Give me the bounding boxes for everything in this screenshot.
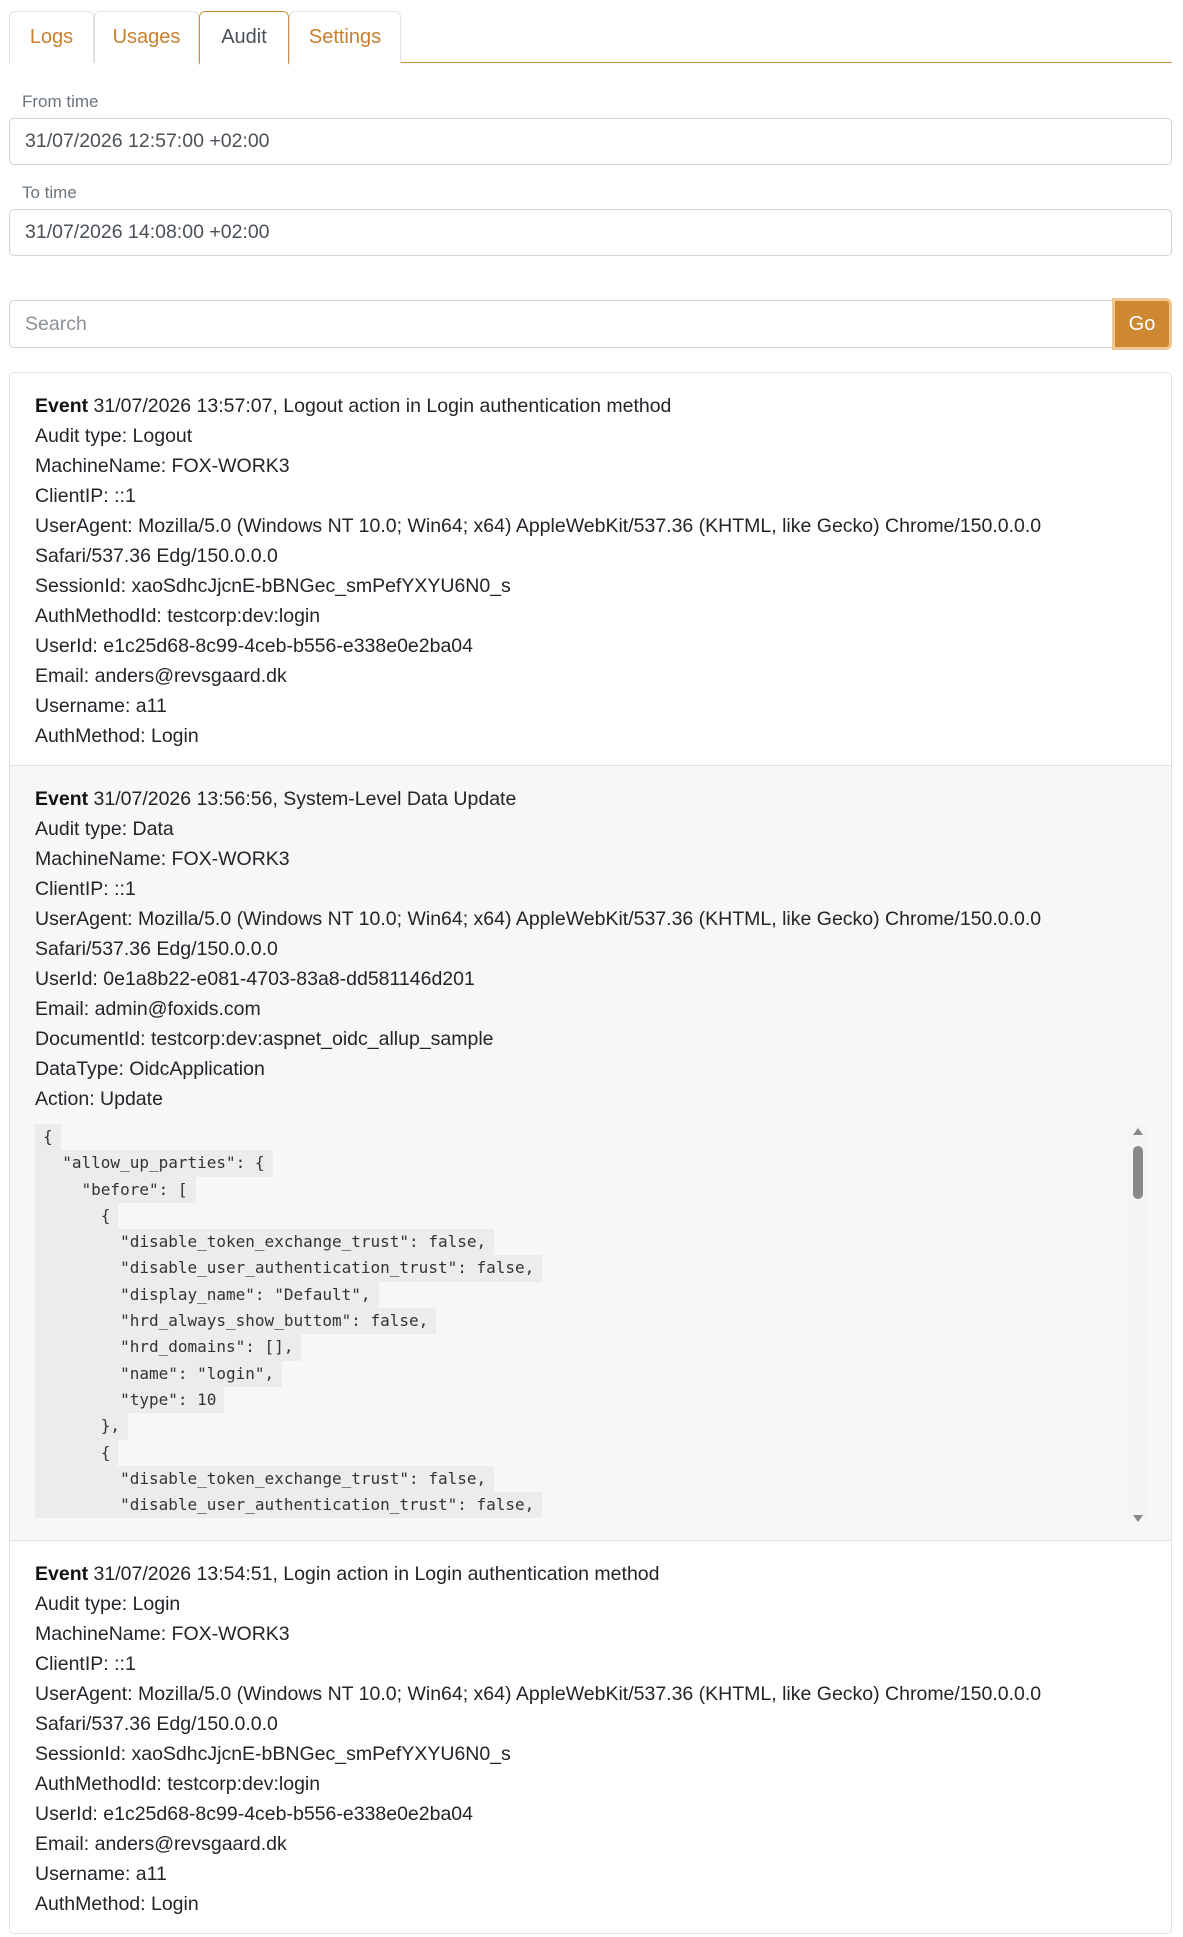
event-detail: Safari/537.36 Edg/150.0.0.0 <box>35 938 278 960</box>
scroll-down-arrow-icon[interactable] <box>1133 1515 1143 1522</box>
code-line: "disable_user_authentication_trust": false, <box>35 1255 542 1281</box>
event-title-text: 31/07/2026 13:54:51, Login action in Login authentication method <box>88 1563 660 1585</box>
event-detail: DocumentId: testcorp:dev:aspnet_oidc_allup_sample <box>35 1028 494 1050</box>
tab-usages[interactable]: Usages <box>94 11 199 63</box>
code-line: "name": "login", <box>35 1361 282 1387</box>
event-detail: MachineName: FOX-WORK3 <box>35 1623 290 1645</box>
event-detail: Email: admin@foxids.com <box>35 998 261 1020</box>
audit-event-item[interactable] <box>10 373 1171 766</box>
event-detail: Safari/537.36 Edg/150.0.0.0 <box>35 545 278 567</box>
event-title <box>35 1559 1146 1589</box>
event-title <box>35 391 1146 421</box>
event-detail: UserId: e1c25d68-8c99-4ceb-b556-e338e0e2ba04 <box>35 635 473 657</box>
go-button[interactable]: Go <box>1112 298 1172 350</box>
tab-settings[interactable]: Settings <box>289 11 401 63</box>
event-title-text: 31/07/2026 13:57:07, Logout action in Login authentication method <box>88 395 672 417</box>
event-detail: Username: a11 <box>35 1863 167 1885</box>
event-label: Event <box>35 788 89 810</box>
code-line: }, <box>35 1413 128 1439</box>
event-detail: Action: Update <box>35 1088 163 1110</box>
from-time-label: From time <box>22 92 99 111</box>
event-detail: AuthMethodId: testcorp:dev:login <box>35 605 321 627</box>
event-label: Event <box>35 1563 89 1585</box>
event-detail: AuthMethod: Login <box>35 725 199 747</box>
event-detail: AuthMethod: Login <box>35 1893 199 1915</box>
event-detail: MachineName: FOX-WORK3 <box>35 848 290 870</box>
json-code-block <box>35 1124 1121 1518</box>
to-time-input[interactable]: 31/07/2026 14:08:00 +02:00 <box>9 209 1172 256</box>
event-detail: Audit type: Login <box>35 1593 181 1615</box>
code-line: "hrd_domains": [], <box>35 1334 301 1360</box>
code-line: "disable_user_authentication_trust": false, <box>35 1492 542 1518</box>
event-detail: SessionId: xaoSdhcJjcnE-bBNGec_smPefYXYU6N0_s <box>35 1743 511 1765</box>
code-line: { <box>35 1124 61 1150</box>
event-detail: MachineName: FOX-WORK3 <box>35 455 290 477</box>
code-line: "disable_token_exchange_trust": false, <box>35 1229 494 1255</box>
tab-audit[interactable]: Audit <box>199 11 289 65</box>
event-detail: UserId: e1c25d68-8c99-4ceb-b556-e338e0e2ba04 <box>35 1803 473 1825</box>
event-detail: AuthMethodId: testcorp:dev:login <box>35 1773 321 1795</box>
scroll-up-arrow-icon[interactable] <box>1133 1128 1143 1135</box>
event-detail: Audit type: Logout <box>35 425 193 447</box>
event-detail: Audit type: Data <box>35 818 174 840</box>
event-detail: ClientIP: ::1 <box>35 1653 136 1675</box>
code-line: "type": 10 <box>35 1387 224 1413</box>
code-line: "allow_up_parties": { <box>35 1150 273 1176</box>
event-detail: UserId: 0e1a8b22-e081-4703-83a8-dd581146d201 <box>35 968 475 990</box>
audit-event-item[interactable] <box>10 766 1171 1541</box>
event-title <box>35 784 1146 814</box>
event-detail: UserAgent: Mozilla/5.0 (Windows NT 10.0; Win64; x64) AppleWebKit/537.36 (KHTML, like Gecko) Chrome/150.0.0.0 <box>35 1683 1042 1705</box>
event-detail: ClientIP: ::1 <box>35 878 136 900</box>
tab-bar <box>9 11 1172 63</box>
event-detail: Email: anders@revsgaard.dk <box>35 1833 287 1855</box>
scrollbar-thumb[interactable] <box>1133 1146 1143 1199</box>
event-detail: UserAgent: Mozilla/5.0 (Windows NT 10.0; Win64; x64) AppleWebKit/537.36 (KHTML, like Gecko) Chrome/150.0.0.0 <box>35 515 1042 537</box>
audit-event-list <box>9 372 1172 1934</box>
code-line: { <box>35 1203 118 1229</box>
code-line: "display_name": "Default", <box>35 1282 379 1308</box>
to-time-label: To time <box>22 183 77 202</box>
event-detail: Username: a11 <box>35 695 167 717</box>
code-line: "hrd_always_show_buttom": false, <box>35 1308 436 1334</box>
event-detail: DataType: OidcApplication <box>35 1058 265 1080</box>
code-scrollbar[interactable] <box>1129 1124 1147 1526</box>
code-line: { <box>35 1440 118 1466</box>
event-detail: ClientIP: ::1 <box>35 485 136 507</box>
from-time-input[interactable]: 31/07/2026 12:57:00 +02:00 <box>9 118 1172 165</box>
event-detail: Email: anders@revsgaard.dk <box>35 665 287 687</box>
json-diff-viewer[interactable] <box>35 1124 1147 1526</box>
audit-event-item[interactable] <box>10 1541 1171 1933</box>
code-line: "before": [ <box>35 1177 196 1203</box>
code-line: "disable_token_exchange_trust": false, <box>35 1466 494 1492</box>
event-detail: Safari/537.36 Edg/150.0.0.0 <box>35 1713 278 1735</box>
event-label: Event <box>35 395 89 417</box>
event-title-text: 31/07/2026 13:56:56, System-Level Data Update <box>88 788 517 810</box>
search-input[interactable] <box>9 300 1113 348</box>
event-detail: SessionId: xaoSdhcJjcnE-bBNGec_smPefYXYU6N0_s <box>35 575 511 597</box>
tab-logs[interactable]: Logs <box>9 11 94 63</box>
event-detail: UserAgent: Mozilla/5.0 (Windows NT 10.0; Win64; x64) AppleWebKit/537.36 (KHTML, like Gecko) Chrome/150.0.0.0 <box>35 908 1042 930</box>
